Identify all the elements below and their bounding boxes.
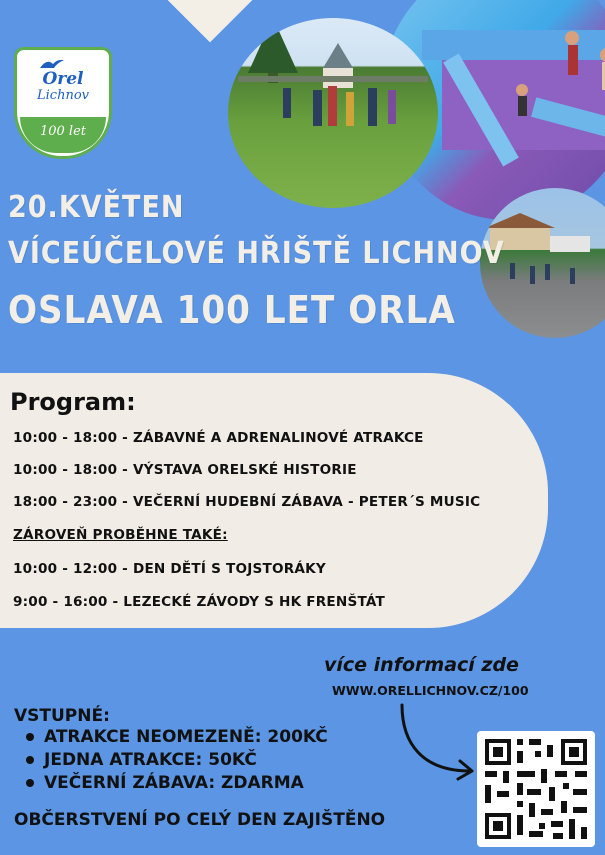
admission-item: VEČERNÍ ZÁBAVA: ZDARMA [26, 772, 328, 795]
event-venue: VÍCEÚČELOVÉ HŘIŠTĚ LICHNOV [8, 236, 505, 271]
eagle-icon [39, 58, 65, 70]
program-item: 10:00 - 18:00 - ZÁBAVNÉ A ADRENALINOVÉ ATRAKCE [13, 430, 424, 446]
bullet-icon [26, 733, 34, 741]
also-item: 9:00 - 16:00 - LEZECKÉ ZÁVODY S HK FRENŠTÁT [13, 594, 386, 610]
admission-item: JEDNA ATRAKCE: 50KČ [26, 749, 328, 772]
admission-list [26, 726, 328, 795]
admission-title: VSTUPNÉ: [14, 706, 110, 726]
bullet-icon [26, 779, 34, 787]
also-heading: ZÁROVEŇ PROBĚHNE TAKÉ: [13, 527, 228, 543]
more-info-label: více informací zde [324, 654, 519, 676]
logo-town: Lichnov [37, 88, 89, 103]
program-title: Program: [10, 388, 136, 416]
bullet-icon [26, 756, 34, 764]
arrow-icon [392, 703, 482, 781]
more-info-link[interactable]: WWW.ORELLICHNOV.CZ/100 [332, 683, 529, 698]
corner-decoration [168, 0, 253, 42]
also-item: 10:00 - 12:00 - DEN DĚTÍ S TOJSTORÁKY [13, 561, 326, 577]
orel-logo [14, 47, 112, 159]
admission-item: ATRAKCE NEOMEZENĚ: 200KČ [26, 726, 328, 749]
qr-code[interactable] [477, 731, 595, 847]
refreshments-note: OBČERSTVENÍ PO CELÝ DEN ZAJIŠTĚNO [14, 810, 386, 830]
program-item: 10:00 - 18:00 - VÝSTAVA ORELSKÉ HISTORIE [13, 462, 357, 478]
logo-badge: 100 let [20, 117, 106, 153]
photo-crowd [228, 18, 438, 208]
event-date: 20.KVĚTEN [8, 190, 185, 225]
event-title: OSLAVA 100 LET ORLA [8, 288, 456, 332]
logo-brand: Orel [42, 69, 84, 89]
program-item: 18:00 - 23:00 - VEČERNÍ HUDEBNÍ ZÁBAVA - PETER´S MUSIC [13, 494, 481, 510]
